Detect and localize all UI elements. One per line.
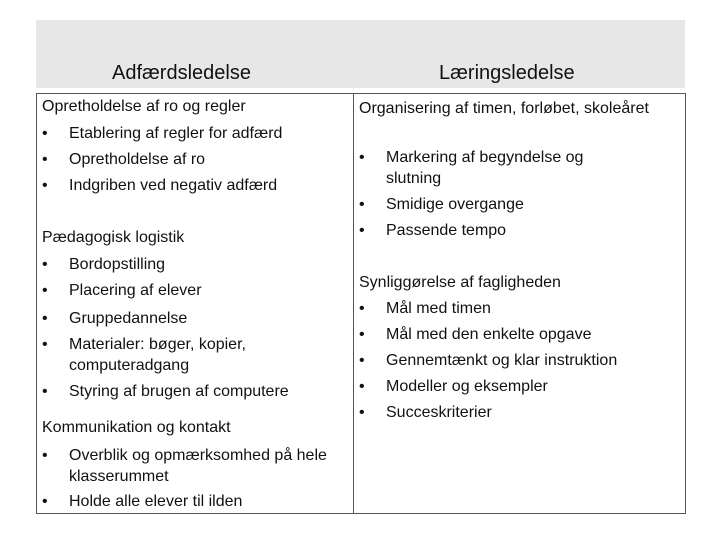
bullet-marker: • (42, 282, 48, 299)
list-item: Indgriben ved negativ adfærd (69, 177, 278, 194)
list-item: Smidige overgange (386, 196, 524, 213)
bullet-marker: • (359, 222, 365, 239)
section-title: Opretholdelse af ro og regler (42, 98, 246, 115)
section-title: Synliggørelse af fagligheden (359, 274, 561, 291)
list-item: Markering af begyndelse og slutning (386, 149, 584, 187)
bullet-marker: • (42, 177, 48, 194)
bullet-marker: • (42, 256, 48, 273)
list-item: Overblik og opmærksomhed på hele klasserummet (69, 447, 327, 485)
section-title: Organisering af timen, forløbet, skoleåret (359, 100, 649, 117)
bullet-marker: • (42, 383, 48, 400)
list-item: Materialer: bøger, kopier, computeradgang (69, 336, 246, 374)
list-item: Holde alle elever til ilden (69, 493, 243, 510)
list-item: Styring af brugen af computere (69, 383, 289, 400)
bullet-marker: • (42, 493, 48, 510)
list-item: Passende tempo (386, 222, 507, 239)
bullet-marker: • (359, 404, 365, 421)
list-item: Opretholdelse af ro (69, 151, 206, 168)
section-title: Pædagogisk logistik (42, 229, 185, 246)
learning-management-box (353, 93, 686, 514)
list-item: Gruppedannelse (69, 310, 188, 327)
bullet-marker: • (359, 378, 365, 395)
behavior-management-title: Adfærdsledelse (112, 62, 251, 84)
list-item: Bordopstilling (69, 256, 166, 273)
bullet-marker: • (42, 447, 48, 464)
section-title: Kommunikation og kontakt (42, 419, 231, 436)
list-item: Mål med den enkelte opgave (386, 326, 592, 343)
learning-management-title: Læringsledelse (439, 62, 575, 84)
bullet-marker: • (359, 300, 365, 317)
list-item: Etablering af regler for adfærd (69, 125, 283, 142)
bullet-marker: • (359, 149, 365, 166)
list-item: Gennemtænkt og klar instruktion (386, 352, 618, 369)
bullet-marker: • (42, 151, 48, 168)
behavior-management-box (36, 93, 354, 514)
bullet-marker: • (359, 326, 365, 343)
bullet-marker: • (42, 310, 48, 327)
list-item: Modeller og eksempler (386, 378, 548, 395)
list-item: Placering af elever (69, 282, 202, 299)
list-item: Succeskriterier (386, 404, 492, 421)
bullet-marker: • (359, 196, 365, 213)
bullet-marker: • (42, 125, 48, 142)
bullet-marker: • (42, 336, 48, 353)
list-item: Mål med timen (386, 300, 491, 317)
bullet-marker: • (359, 352, 365, 369)
